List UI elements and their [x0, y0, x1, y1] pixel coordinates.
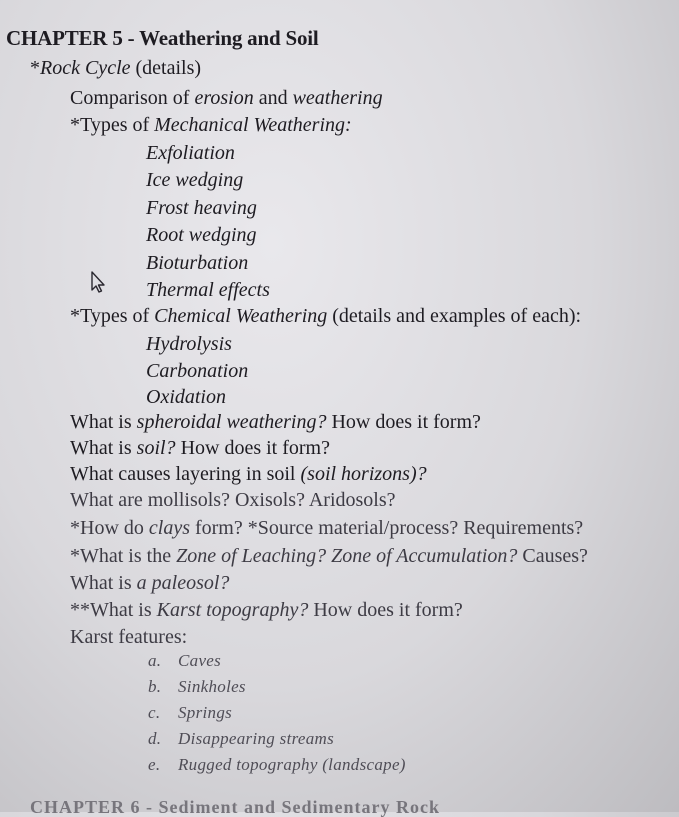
text: and — [253, 87, 293, 109]
question-karst — [70, 600, 463, 620]
mechanical-item: Thermal effects — [146, 279, 270, 301]
term: clays — [148, 517, 190, 539]
chapter-title: CHAPTER 5 - Weathering and Soil — [6, 26, 319, 50]
mechanical-item: Ice wedging — [146, 169, 244, 191]
text: How does it form? — [326, 411, 481, 433]
karst-item — [148, 756, 406, 773]
mechanical-item: Root wedging — [146, 224, 257, 246]
term: a paleosol? — [136, 572, 230, 594]
item-comparison — [70, 88, 383, 108]
karst-item-text: Disappearing streams — [178, 729, 335, 748]
text: *Types of — [70, 305, 155, 327]
item-rock-cycle — [30, 58, 201, 78]
term-erosion: erosion — [194, 87, 254, 109]
text: What causes layering in soil — [70, 463, 301, 485]
text: What is — [70, 411, 137, 433]
term: soil? — [136, 437, 176, 459]
mouse-cursor-icon — [84, 270, 108, 294]
chemical-item: Hydrolysis — [146, 333, 232, 355]
term: Zone of Leaching? Zone of Accumulation? — [176, 545, 518, 567]
list-marker: a. — [148, 651, 162, 670]
text: How does it form? — [308, 599, 463, 621]
chemical-item: Carbonation — [146, 360, 249, 382]
karst-item — [148, 652, 221, 669]
mechanical-item: Frost heaving — [146, 197, 257, 219]
list-marker: e. — [148, 755, 161, 774]
mechanical-item: Exfoliation — [146, 142, 235, 164]
text: **What is — [70, 599, 157, 621]
karst-item-text: Rugged topography (landscape) — [178, 755, 406, 774]
question-clays — [70, 518, 583, 538]
term-mechanical: Mechanical Weathering: — [154, 114, 352, 136]
text: (details and examples of each): — [327, 305, 582, 327]
text: What is — [70, 572, 137, 594]
term-weathering: weathering — [292, 87, 383, 109]
text: Causes? — [517, 545, 588, 567]
term: (soil horizons)? — [300, 463, 427, 485]
chemical-item: Oxidation — [146, 386, 226, 408]
next-chapter-heading: CHAPTER 6 - Sediment and Sedimentary Rock — [30, 797, 441, 817]
question-layering — [70, 464, 427, 484]
text: *How do — [70, 517, 149, 539]
karst-features-label: Karst features: — [70, 626, 188, 648]
text: form? *Source material/process? Requirements? — [189, 517, 584, 539]
text: How does it form? — [175, 437, 330, 459]
mechanical-item: Bioturbation — [146, 252, 249, 274]
text: *Types of — [70, 114, 155, 136]
question-mollisols: What are mollisols? Oxisols? Aridosols? — [70, 489, 396, 511]
list-marker: c. — [148, 703, 161, 722]
item-mechanical-heading — [70, 115, 352, 135]
text: What is — [70, 437, 137, 459]
karst-item-text: Caves — [178, 651, 222, 670]
list-marker: d. — [148, 729, 162, 748]
text: *What is the — [70, 545, 177, 567]
term: spheroidal weathering? — [136, 411, 327, 433]
karst-item — [148, 678, 246, 695]
karst-item — [148, 704, 232, 721]
list-marker: b. — [148, 677, 162, 696]
question-soil — [70, 438, 330, 458]
question-zone — [70, 546, 588, 566]
rock-cycle-label: Rock Cycle — [40, 57, 131, 79]
karst-item-text: Sinkholes — [178, 677, 246, 696]
text: Comparison of — [70, 87, 195, 109]
karst-item — [148, 730, 334, 747]
question-paleosol — [70, 573, 229, 593]
question-spheroidal — [70, 412, 481, 432]
karst-item-text: Springs — [178, 703, 233, 722]
term-chemical: Chemical Weathering — [154, 305, 328, 327]
rock-cycle-detail: (details) — [130, 57, 202, 79]
item-chemical-heading — [70, 306, 581, 326]
term: Karst topography? — [156, 599, 309, 621]
bullet: * — [30, 57, 40, 79]
